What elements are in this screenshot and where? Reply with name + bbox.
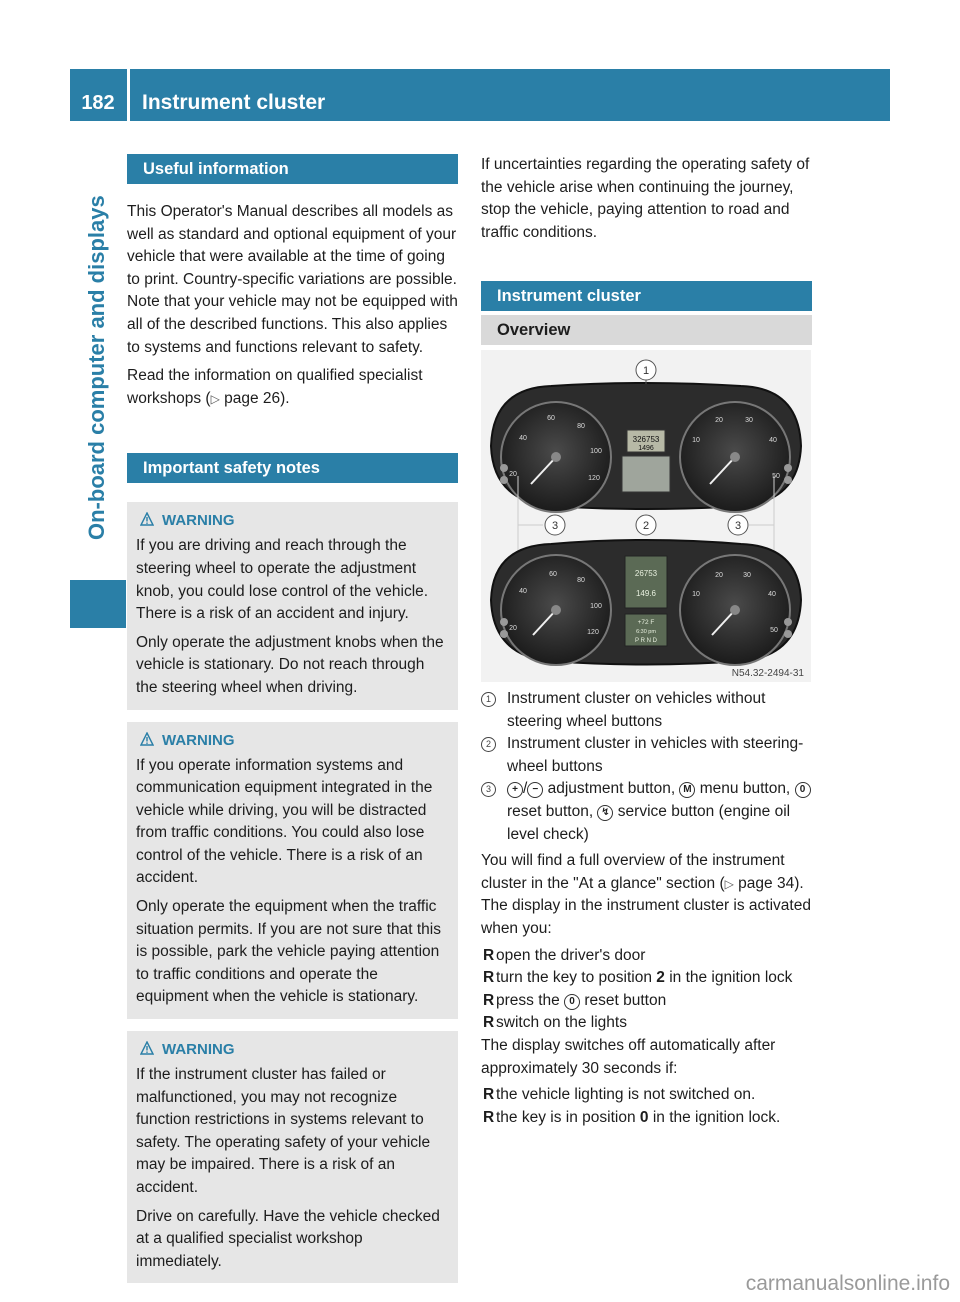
warning-label: WARNING (162, 1041, 235, 1059)
svg-text:100: 100 (590, 448, 602, 455)
page-ref-arrow: ▷ (724, 876, 734, 891)
page-header (70, 69, 890, 121)
svg-text:3: 3 (551, 520, 559, 532)
svg-text:120: 120 (587, 629, 599, 636)
activated-intro: The display in the instrument cluster is activated when you: (481, 897, 811, 937)
svg-text:6:30 pm: 6:30 pm (636, 629, 656, 635)
svg-text:149.6: 149.6 (635, 589, 657, 598)
svg-text:26753: 26753 (634, 569, 658, 578)
warning-label: WARNING (162, 512, 235, 530)
svg-text:10: 10 (692, 437, 700, 444)
warning-text: If you operate information systems and communication equipment integrated in the vehicle while driving, you will be distracted from traffic conditions. You could also lose control of the vehicle. There is a risk of an accident. (136, 756, 433, 887)
intro-paragraph: If uncertainties regarding the operating safety of the vehicle arise when continuing the journey, stop the vehicle, paying attention to road and traffic conditions. (481, 156, 810, 241)
svg-text:20: 20 (509, 471, 517, 478)
page-number: 182 (81, 92, 115, 114)
warning-text: If you are driving and reach through the steering wheel to operate the adjustment knob, you could lose control of the vehicle. There is a risk of an accident and injury. (136, 537, 429, 623)
off-intro: The display switches off automatically after approximately 30 seconds if: (481, 1036, 776, 1077)
menu-button-icon: M (679, 782, 695, 798)
svg-text:30: 30 (743, 572, 751, 579)
callout-number: 1 (481, 692, 496, 707)
svg-text:20: 20 (715, 572, 723, 579)
svg-text:1: 1 (642, 365, 650, 377)
svg-text:10: 10 (692, 591, 700, 598)
reset-button-icon: 0 (795, 782, 811, 798)
list-item: R switch on the lights (483, 1014, 627, 1032)
list-item: R turn the key to position 2 in the ignition lock (483, 969, 793, 987)
list-item: R press the 0 reset button (483, 991, 667, 1009)
service-button-icon: ↯ (597, 805, 613, 821)
list-item: R the vehicle lighting is not switched on. (483, 1086, 756, 1104)
right-column-top (481, 154, 812, 345)
svg-text:100: 100 (590, 603, 602, 610)
right-column-bottom (481, 688, 812, 1129)
instrument-cluster-figure (481, 350, 811, 682)
list-item: R the key is in position 0 in the ignition lock. (483, 1108, 781, 1126)
callout-item-3: 3 + / − adjustment button, M menu button, 0 reset button, ↯ service button (engine oil level check) (481, 778, 812, 846)
side-tab-marker (70, 580, 126, 628)
reset-button-icon: 0 (564, 994, 580, 1010)
svg-text:+72 F: +72 F (637, 619, 655, 626)
warning-label: WARNING (162, 731, 235, 749)
warning-header (136, 1038, 449, 1062)
svg-text:3: 3 (734, 520, 742, 532)
warning-text: Drive on carefully. Have the vehicle checked at a qualified specialist workshop immediately. (136, 1207, 440, 1270)
svg-text:80: 80 (577, 423, 585, 430)
warning-box-2 (127, 722, 458, 1020)
page-ref-arrow: ▷ (210, 391, 220, 406)
svg-text:120: 120 (588, 475, 600, 482)
svg-text:30: 30 (745, 417, 753, 424)
list-item: R open the driver's door (483, 946, 646, 964)
useful-paragraph-2: Read the information on qualified specialist workshops (▷ page 26). (127, 367, 423, 407)
callout-item-1: 1 Instrument cluster on vehicles without steering wheel buttons (481, 688, 812, 733)
plus-button-icon: + (507, 782, 523, 798)
svg-text:N54.32-2494-31: N54.32-2494-31 (731, 668, 804, 679)
callout-item-2: 2 Instrument cluster in vehicles with steering-wheel buttons (481, 733, 812, 778)
warning-text: Only operate the adjustment knobs when the vehicle is stationary. Do not reach through the steering wheel when driving. (136, 633, 444, 696)
callout-number: 3 (481, 782, 496, 797)
section-heading-cluster: Instrument cluster (481, 281, 812, 311)
svg-text:40: 40 (769, 437, 777, 444)
svg-text:60: 60 (547, 415, 555, 422)
svg-text:40: 40 (519, 435, 527, 442)
minus-button-icon: − (527, 782, 543, 798)
warning-text: Only operate the equipment when the traffic situation permits. If you are not sure that this is possible, park the vehicle paying attention to traffic conditions and operate the equipment when the vehicle is stationary. (136, 898, 441, 1006)
svg-text:50: 50 (772, 473, 780, 480)
svg-text:40: 40 (519, 588, 527, 595)
page-title: Instrument cluster (142, 91, 326, 114)
warning-triangle-icon (140, 512, 154, 526)
side-tab-label: On-board computer and displays (84, 195, 109, 540)
callout-number: 2 (481, 737, 496, 752)
section-heading-safety: Important safety notes (127, 453, 458, 483)
watermark: carmanualsonline.info (745, 1272, 950, 1295)
svg-text:P R N D: P R N D (635, 638, 657, 644)
warning-box-1 (127, 502, 458, 709)
useful-paragraph-1: This Operator's Manual describes all models as well as standard and optional equipment of your vehicle that were available at the time of going to print. Country-specific variations are possible. Note that your vehicle may not be equipped with all of the described functions. This also applies to systems and functions relevant to safety. (127, 203, 458, 356)
header-divider (127, 69, 130, 121)
svg-text:80: 80 (577, 577, 585, 584)
svg-text:20: 20 (509, 625, 517, 632)
subsection-heading-overview: Overview (481, 315, 812, 345)
svg-text:2: 2 (642, 520, 650, 532)
section-heading-useful: Useful information (127, 154, 458, 184)
overview-paragraph: You will find a full overview of the instrument cluster in the "At a glance" section (▷ page 34). (481, 852, 804, 892)
warning-header (136, 509, 449, 533)
instrument-cluster-illustration (481, 350, 811, 682)
svg-text:20: 20 (715, 417, 723, 424)
warning-text: If the instrument cluster has failed or malfunctioned, you may not recognize function restrictions in systems relevant to safety. The operating safety of your vehicle may be impaired. There is a risk of an accident. (136, 1066, 431, 1196)
svg-text:40: 40 (768, 591, 776, 598)
svg-text:326753: 326753 (632, 435, 660, 444)
left-column (127, 154, 458, 1283)
warning-header (136, 729, 449, 753)
side-tab (70, 128, 126, 1128)
warning-triangle-icon (140, 732, 154, 746)
svg-text:60: 60 (549, 571, 557, 578)
warning-box-3 (127, 1031, 458, 1283)
svg-text:50: 50 (770, 627, 778, 634)
warning-triangle-icon (140, 1041, 154, 1055)
svg-text:1496: 1496 (638, 445, 654, 452)
